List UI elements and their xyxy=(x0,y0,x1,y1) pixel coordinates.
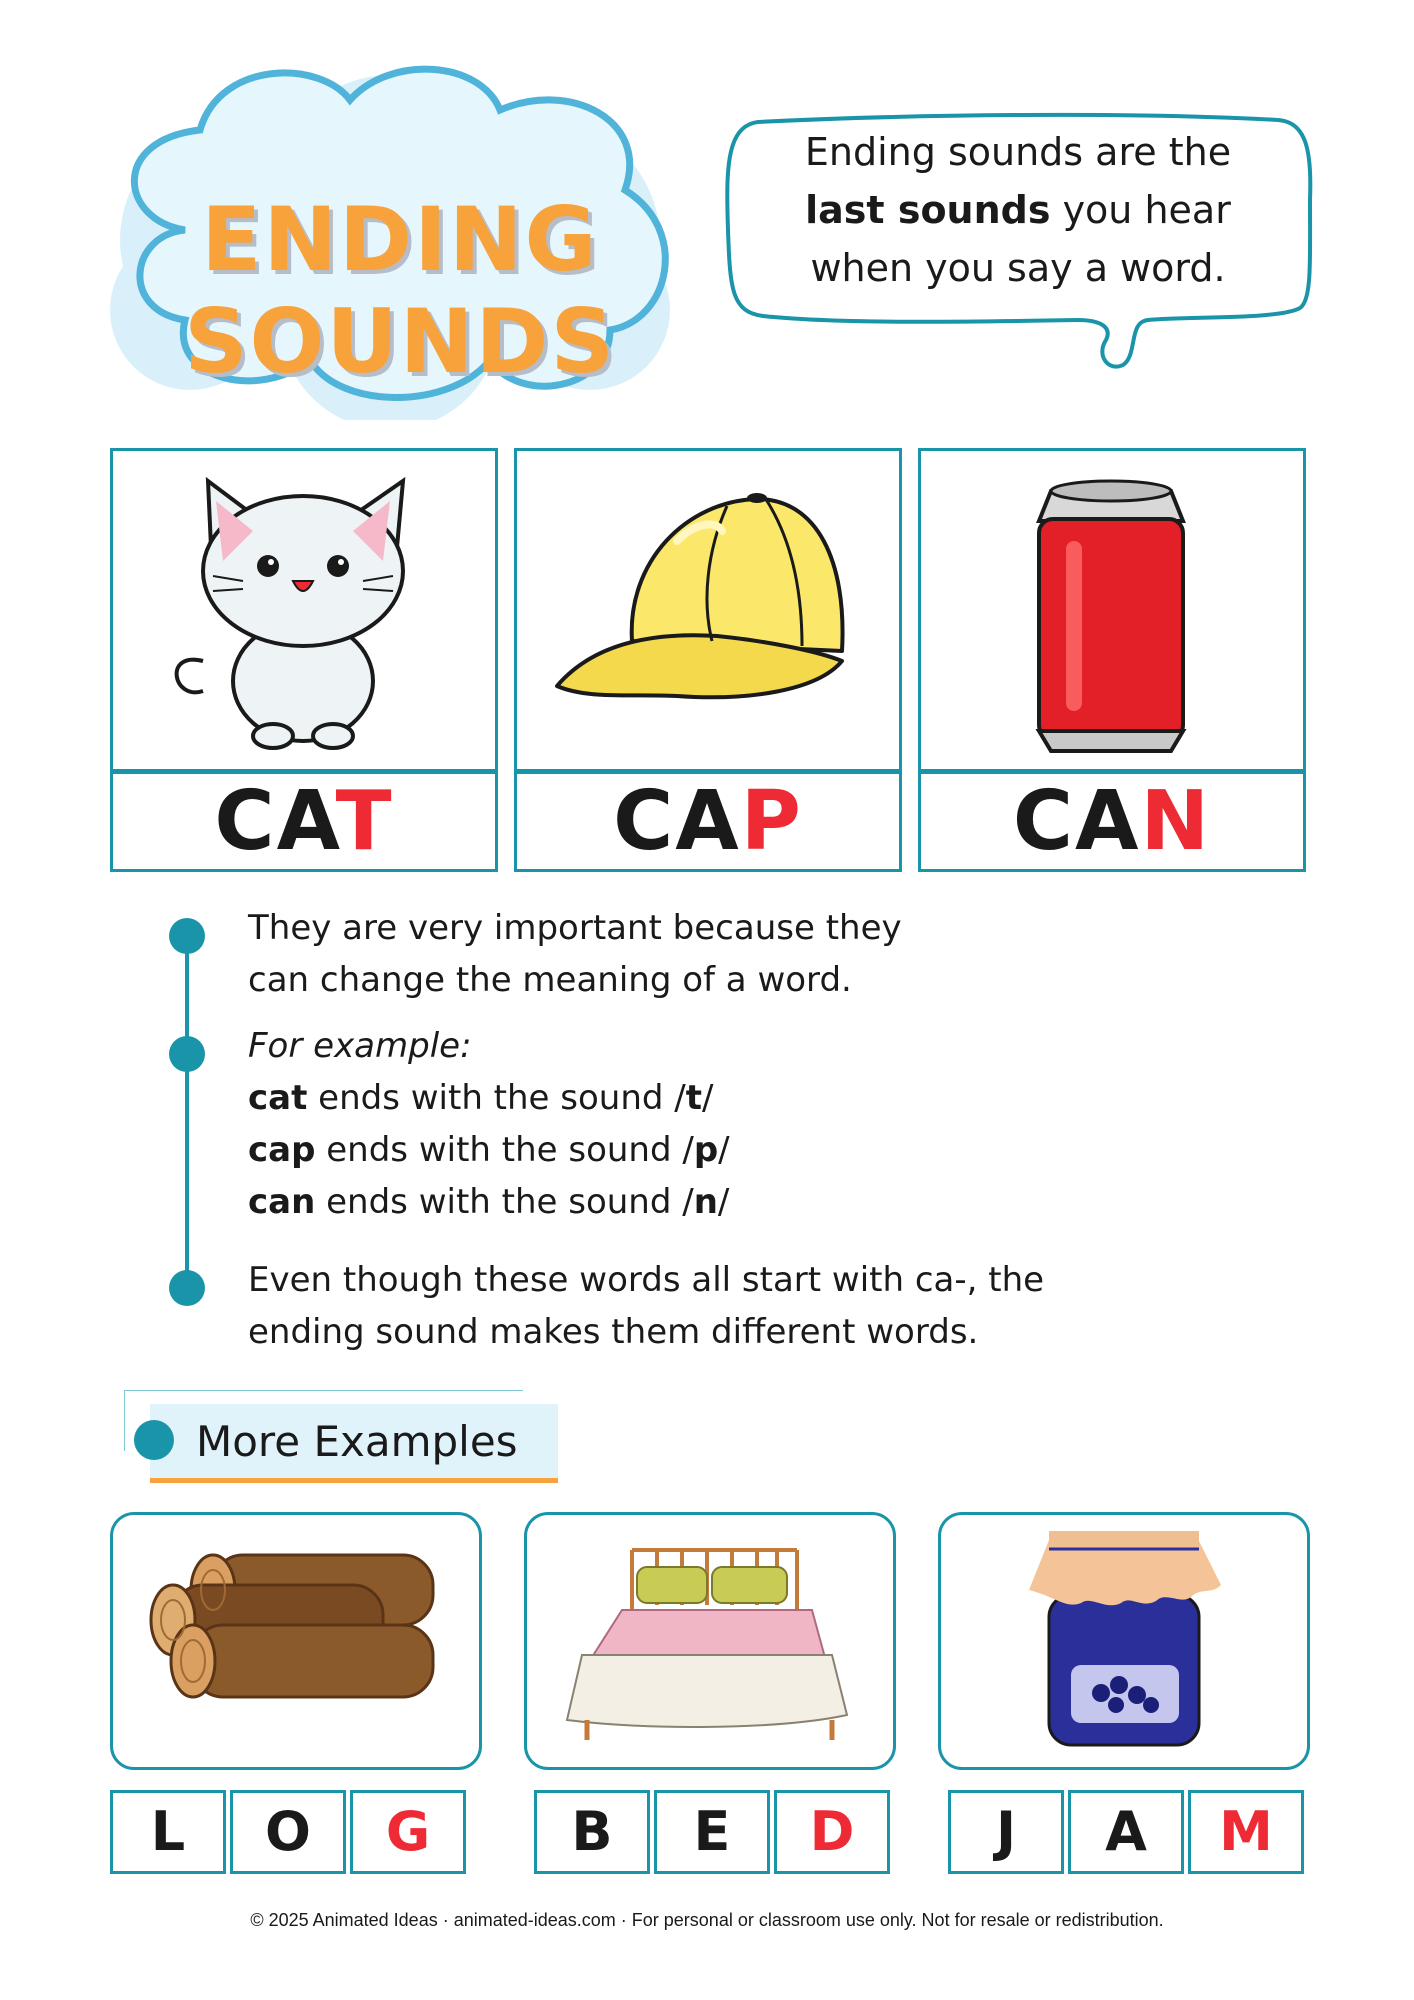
bullet-line: Even though these words all start with ca-, the xyxy=(248,1260,1045,1300)
footer-copyright: © 2025 Animated Ideas · animated-ideas.com · For personal or classroom use only. Not for resale or redistribution. xyxy=(250,1910,1164,1930)
letter-box: E xyxy=(654,1790,770,1874)
word-label xyxy=(514,771,902,872)
letter-box: J xyxy=(948,1790,1064,1874)
word-card-can xyxy=(918,448,1304,872)
bullet-dot xyxy=(169,1270,205,1306)
letter-box-ending: D xyxy=(774,1790,890,1874)
bullet-conclusion xyxy=(248,1254,1044,1358)
example-intro: For example: xyxy=(248,1026,472,1066)
word-ending: P xyxy=(740,774,803,869)
title-line2: SOUNDS xyxy=(184,290,616,393)
timeline-line xyxy=(185,935,189,1287)
letter-box: L xyxy=(110,1790,226,1874)
word-start: CA xyxy=(214,774,336,869)
bubble-line2-rest: you hear xyxy=(1050,188,1231,232)
bullet-importance xyxy=(248,902,902,1006)
bullet-dot xyxy=(169,1036,205,1072)
bullet-line: ending sound makes them different words. xyxy=(248,1312,979,1352)
example-card-bed xyxy=(524,1512,896,1770)
word-start: CA xyxy=(1012,774,1141,869)
jam-jar-icon xyxy=(941,1515,1307,1767)
word-label xyxy=(110,771,498,872)
cap-icon xyxy=(517,451,899,769)
letter-box: O xyxy=(230,1790,346,1874)
example-line-cap: cap ends with the sound /p/ xyxy=(248,1130,730,1170)
word-card-cat xyxy=(110,448,496,872)
letter-box-ending: G xyxy=(350,1790,466,1874)
picture-frame xyxy=(514,448,902,772)
bubble-line3: when you say a word. xyxy=(810,246,1226,290)
bullet-line: can change the meaning of a word. xyxy=(248,960,852,1000)
example-line-can: can ends with the sound /n/ xyxy=(248,1182,730,1222)
bullet-examples xyxy=(248,1020,730,1228)
letter-box-ending: M xyxy=(1188,1790,1304,1874)
picture-frame xyxy=(110,448,498,772)
logs-icon xyxy=(113,1515,479,1767)
letter-box: A xyxy=(1068,1790,1184,1874)
bed-icon xyxy=(527,1515,893,1767)
word-ending: T xyxy=(335,774,394,869)
picture-frame xyxy=(918,448,1306,772)
example-card-log xyxy=(110,1512,482,1770)
definition-bubble xyxy=(718,110,1318,380)
bubble-line2 xyxy=(738,188,1298,232)
example-line-cat: cat ends with the sound /t/ xyxy=(248,1078,714,1118)
soda-can-icon xyxy=(921,451,1303,769)
bullet-dot xyxy=(169,918,205,954)
title-line1: ENDING xyxy=(201,188,599,291)
letter-box: B xyxy=(534,1790,650,1874)
bullet-line: They are very important because they xyxy=(248,908,902,948)
kitten-icon xyxy=(113,451,495,769)
title-cloud xyxy=(90,60,710,420)
more-examples-label: More Examples xyxy=(196,1417,518,1466)
banner-dot xyxy=(134,1420,174,1460)
example-card-jam xyxy=(938,1512,1310,1770)
word-ending: N xyxy=(1140,774,1212,869)
word-card-cap xyxy=(514,448,900,872)
word-start: CA xyxy=(613,774,741,869)
word-label xyxy=(918,771,1306,872)
bubble-line1: Ending sounds are the xyxy=(804,130,1232,174)
bubble-emphasis: last sounds xyxy=(805,188,1051,232)
